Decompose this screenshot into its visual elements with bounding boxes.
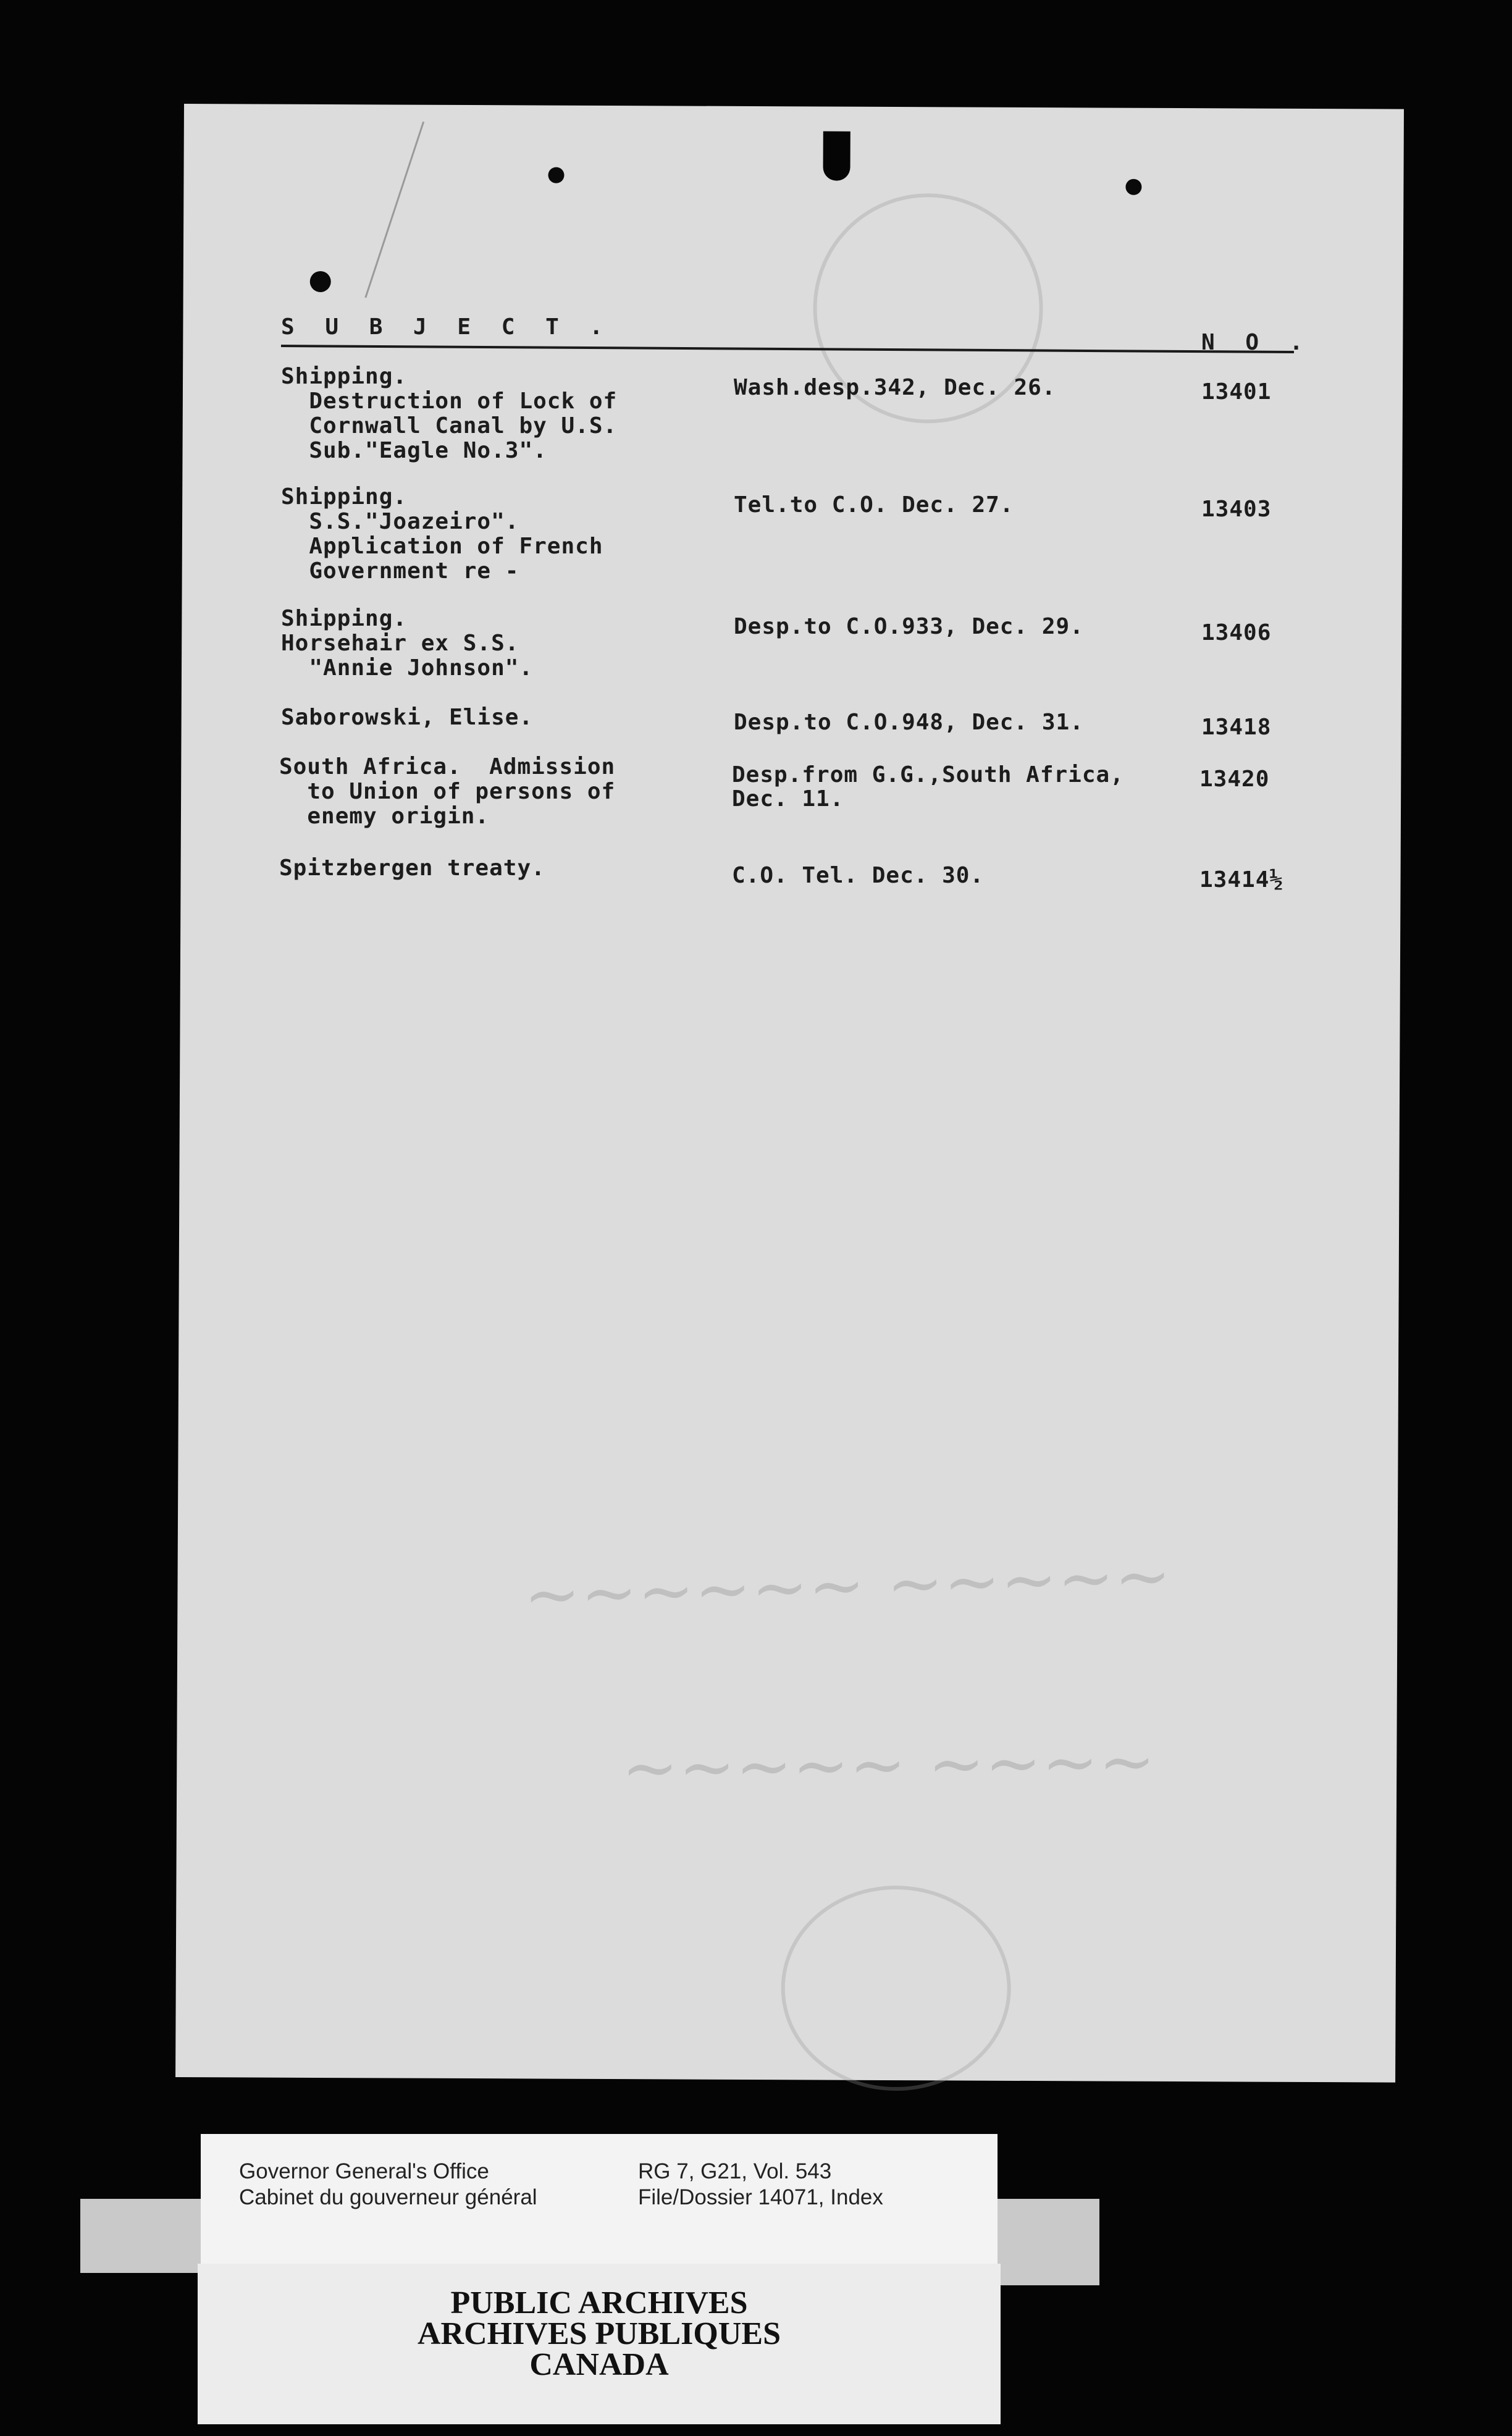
entry-number: 13420	[1199, 766, 1270, 792]
paper-crease	[364, 122, 424, 298]
entry-subject-line: Saborowski, Elise.	[281, 705, 534, 730]
entry-subject-line: Shipping.	[281, 484, 408, 510]
entry-subject-line: South Africa. Admission	[279, 754, 616, 779]
bleed-through-writing-2: ~~~~~ ~~~~	[621, 1721, 1156, 1808]
faint-seal-bottom	[781, 1885, 1011, 2091]
entry-number: 13403	[1201, 497, 1272, 522]
entry-subject-line: Spitzbergen treaty.	[279, 855, 545, 881]
entry-subject-line: enemy origin.	[279, 804, 490, 829]
entry-subject-line: Shipping.	[281, 606, 408, 631]
punch-hole-right	[1125, 179, 1141, 195]
office-name-french: Cabinet du gouverneur général	[239, 2185, 537, 2209]
entry-subject-line: "Annie Johnson".	[281, 655, 534, 681]
entry-subject-line: Government re -	[281, 558, 519, 584]
entry-subject-line: Destruction of Lock of	[281, 388, 618, 414]
entry-subject-line: Shipping.	[281, 364, 408, 389]
entry-number: 13414½	[1199, 867, 1284, 892]
archive-reference-label	[201, 2134, 998, 2267]
entry-reference: Tel.to C.O. Dec. 27.	[734, 492, 1014, 518]
folder-tab-left	[80, 2199, 204, 2273]
bleed-through-writing-1: ~~~~~~ ~~~~~	[522, 1535, 1173, 1635]
entry-subject-line: Horsehair ex S.S.	[281, 631, 519, 656]
entry-number: 13418	[1201, 715, 1272, 740]
record-group-reference: RG 7, G21, Vol. 543	[638, 2159, 832, 2183]
stamp-line-public-archives: PUBLIC ARCHIVES	[450, 2285, 748, 2320]
number-column-header: N O .	[1201, 330, 1312, 355]
subject-column-header: S U B J E C T .	[281, 314, 612, 340]
entry-reference: C.O. Tel. Dec. 30.	[732, 863, 985, 888]
file-dossier-reference: File/Dossier 14071, Index	[638, 2185, 883, 2209]
entry-subject-line: S.S."Joazeiro".	[281, 509, 519, 534]
entry-subject-line: Sub."Eagle No.3".	[281, 438, 547, 463]
entry-reference: Desp.to C.O.933, Dec. 29.	[734, 614, 1084, 639]
punch-hole-margin	[310, 271, 331, 292]
punch-hole-left	[548, 167, 564, 183]
page-tear-notch	[823, 132, 850, 181]
office-name-english: Governor General's Office	[239, 2159, 489, 2183]
folder-tab-right	[988, 2199, 1099, 2285]
entry-subject-line: to Union of persons of	[279, 779, 616, 804]
entry-number: 13401	[1201, 379, 1272, 405]
entry-subject-line: Cornwall Canal by U.S.	[281, 413, 618, 439]
entry-subject-line: Application of French	[281, 534, 603, 559]
stamp-line-canada: CANADA	[529, 2347, 669, 2382]
entry-number: 13406	[1201, 620, 1272, 645]
entry-reference: Desp.from G.G.,South Africa, Dec. 11.	[732, 762, 1124, 812]
entry-reference: Wash.desp.342, Dec. 26.	[734, 375, 1056, 400]
archives-stamp	[198, 2264, 1001, 2424]
entry-reference: Desp.to C.O.948, Dec. 31.	[734, 710, 1084, 735]
stamp-line-archives-publiques: ARCHIVES PUBLIQUES	[417, 2316, 781, 2351]
